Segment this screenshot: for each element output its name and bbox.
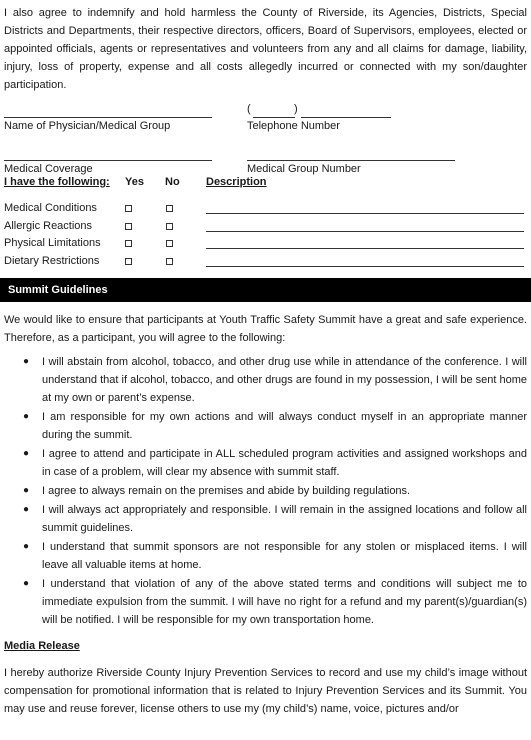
- no-checkbox[interactable]: [166, 205, 173, 212]
- yes-column-header: Yes: [125, 176, 144, 188]
- conditions-header-label: I have the following:: [4, 176, 110, 188]
- yes-checkbox[interactable]: [125, 258, 132, 265]
- physician-telephone-row: [4, 94, 527, 138]
- conditions-header: [4, 176, 527, 200]
- no-checkbox[interactable]: [166, 258, 173, 265]
- condition-label: Physical Limitations: [4, 237, 101, 249]
- bullet-icon: ●: [23, 485, 30, 496]
- physician-label: Name of Physician/Medical Group: [4, 120, 171, 132]
- description-line[interactable]: [206, 248, 524, 249]
- conditions-rows: [4, 200, 527, 270]
- list-item: ● I understand that summit sponsors are not responsible for any stolen or misplaced items. I will leave all valuable items at home.: [4, 538, 527, 574]
- bullet-icon: ●: [23, 541, 30, 552]
- bullet-icon: ●: [23, 448, 30, 459]
- bullet-icon: ●: [23, 411, 30, 422]
- description-column-header: Description: [206, 176, 267, 188]
- yes-checkbox[interactable]: [125, 205, 132, 212]
- yes-checkbox[interactable]: [125, 240, 132, 247]
- group-number-label: Medical Group Number: [247, 163, 361, 175]
- group-number-line[interactable]: [247, 160, 455, 161]
- bullet-icon: ●: [23, 504, 30, 515]
- physician-line[interactable]: [4, 117, 212, 118]
- indemnify-paragraph: I also agree to indemnify and hold harmless the County of Riverside, its Agencies, Districts, Special Districts and Departments, their respective directors, officers, Board of Supervisors, employees, elected or appointed officials, agents or representatives and volunteers from any and all claims for damage, liability, injury, loss of property, expense and all costs allegedly incurred or connected with my son/daughter participation.: [4, 7, 527, 91]
- area-code-line[interactable]: [253, 117, 295, 118]
- condition-label: Dietary Restrictions: [4, 254, 100, 267]
- telephone-line[interactable]: [301, 117, 391, 118]
- table-row: [4, 218, 527, 236]
- no-column-header: No: [165, 176, 180, 188]
- summit-guidelines-banner: Summit Guidelines: [0, 278, 531, 302]
- bullet-icon: ●: [23, 356, 30, 367]
- description-line[interactable]: [206, 266, 524, 267]
- media-release-text: I hereby authorize Riverside County Injury Prevention Services to record and use my child’s image without compensation for promotional information that is related to Injury Prevention Services and its Summit. You may use and reuse forever, license others to use my (my child’s) name, voice, pictures and/or: [4, 667, 527, 715]
- no-checkbox[interactable]: [166, 240, 173, 247]
- condition-label: Allergic Reactions: [4, 219, 93, 232]
- table-row: [4, 253, 527, 271]
- description-line[interactable]: [206, 231, 524, 232]
- guidelines-list: [4, 353, 527, 629]
- condition-label: Medical Conditions: [4, 202, 97, 214]
- list-item: ● I agree to always remain on the premises and abide by building regulations.: [4, 482, 527, 500]
- table-row: [4, 200, 527, 218]
- guidelines-intro: We would like to ensure that participants at Youth Traffic Safety Summit have a great and safe experience. Therefore, as a participant, you will agree to the following:: [4, 314, 527, 344]
- bullet-icon: ●: [23, 578, 30, 589]
- coverage-line[interactable]: [4, 160, 212, 161]
- telephone-paren-close: ): [294, 103, 298, 115]
- telephone-paren-open: (: [247, 103, 251, 115]
- list-item: ● I agree to attend and participate in ALL scheduled program activities and assigned workshops and in case of a problem, will clear my absence with summit staff.: [4, 445, 527, 481]
- list-item: ● I will always act appropriately and responsible. I will remain in the assigned locations and follow all summit guidelines.: [4, 501, 527, 537]
- list-item: ● I understand that violation of any of the above stated terms and conditions will subject me to immediate expulsion from the summit. I will have no right for a refund and my parent(s)/guardian(s) will be notified. I will be responsible for my own transportation home.: [4, 575, 527, 629]
- yes-checkbox[interactable]: [125, 223, 132, 230]
- coverage-group-row: [4, 138, 527, 176]
- no-checkbox[interactable]: [166, 223, 173, 230]
- description-line[interactable]: [206, 213, 524, 214]
- media-release-title: Media Release: [4, 640, 80, 652]
- telephone-label: Telephone Number: [247, 120, 340, 132]
- list-item: ● I am responsible for my own actions and will always conduct myself in an appropriate manner during the summit.: [4, 408, 527, 444]
- list-item: ● I will abstain from alcohol, tobacco, and other drug use while in attendance of the conference. I will understand that if alcohol, tobacco, and other drugs are found in my possession, I will be sent home at my own or parent’s expense.: [4, 353, 527, 407]
- coverage-label: Medical Coverage: [4, 163, 93, 175]
- table-row: [4, 235, 527, 253]
